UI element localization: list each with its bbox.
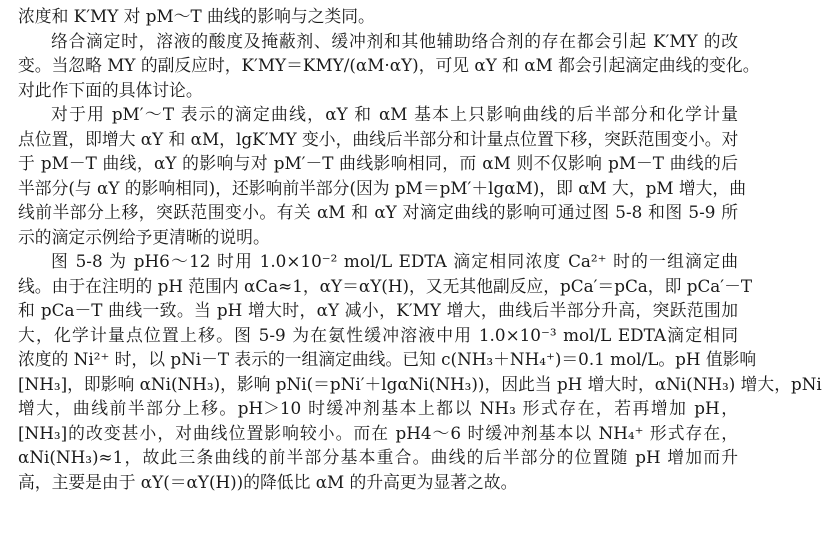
text-line: 大，化学计量点位置上移。图 5-9 为在氨性缓冲溶液中用 1.0×10⁻³ mol/L EDTA滴定相同 <box>18 324 738 345</box>
text-line: αNi(NH₃)≈1，故此三条曲线的前半部分基本重合。曲线的后半部分的位置随 pH 增加而升 <box>18 447 738 467</box>
text-line: 对此作下面的具体讨论。 <box>18 79 203 100</box>
text-line: 半部分(与 αY 的影响相同)，还影响前半部分(因为 pM＝pM′＋lgαM)，即 αM 大，pM 增大，曲 <box>18 177 746 198</box>
text-line: 图 5-8 为 pH6～12 时用 1.0×10⁻² mol/L EDTA 滴定相同浓度 Ca²⁺ 时的一组滴定曲 <box>51 251 738 271</box>
text-line: 增大，曲线前半部分上移。pH＞10 时缓冲剂基本上都以 NH₃ 形式存在，若再增加 pH， <box>18 398 738 418</box>
text-line: [NH₃]，即影响 αNi(NH₃)，影响 pNi(＝pNi′＋lgαNi(NH₃))，因此当 pH 增大时，αNi(NH₃) 增大，pNi <box>18 373 822 394</box>
text-line: [NH₃]的改变甚小，对曲线位置影响较小。而在 pH4～6 时缓冲剂基本以 NH₄⁺ 形式存在， <box>18 422 738 443</box>
text-line: 和 pCa－T 曲线一致。当 pH 增大时，αY 减小，K′MY 增大，曲线后半部分升高，突跃范围加 <box>18 300 738 320</box>
text-line: 络合滴定时，溶液的酸度及掩蔽剂、缓冲剂和其他辅助络合剂的存在都会引起 K′MY 的改 <box>51 30 738 51</box>
text-line: 浓度和 K′MY 对 pM～T 曲线的影响与之类同。 <box>18 6 375 26</box>
text-line: 线。由于在注明的 pH 范围内 αCa≈1，αY＝αY(H)，又无其他副反应，pCa′＝pCa，即 pCa′－T <box>18 275 753 296</box>
text-line: 示的滴定示例给予更清晰的说明。 <box>18 226 270 247</box>
text-line: 点位置，即增大 αY 和 αM，lgK′MY 变小，曲线后半部分和计量点位置下移，突跃范围变小。对 <box>18 128 739 149</box>
text-line: 对于用 pM′～T 表示的滴定曲线，αY 和 αM 基本上只影响曲线的后半部分和化学计量 <box>51 104 738 124</box>
text-line: 高，主要是由于 αY(＝αY(H))的降低比 αM 的升高更为显著之故。 <box>18 471 518 492</box>
text-line: 于 pM－T 曲线，αY 的影响与对 pM′－T 曲线影响相同，而 αM 则不仅影响 pM－T 曲线的后 <box>18 153 738 173</box>
text-line: 线前半部分上移，突跃范围变小。有关 αM 和 αY 对滴定曲线的影响可通过图 5-8 和图 5-9 所 <box>18 202 738 222</box>
text-line: 浓度的 Ni²⁺ 时，以 pNi－T 表示的一组滴定曲线。已知 c(NH₃＋NH₄⁺)＝0.1 mol/L。pH 值影响 <box>18 349 757 369</box>
text-line: 变。当忽略 MY 的副反应时，K′MY＝KMY/(αM·αY)，可见 αY 和 αM 都会引起滴定曲线的变化。 <box>18 55 760 75</box>
